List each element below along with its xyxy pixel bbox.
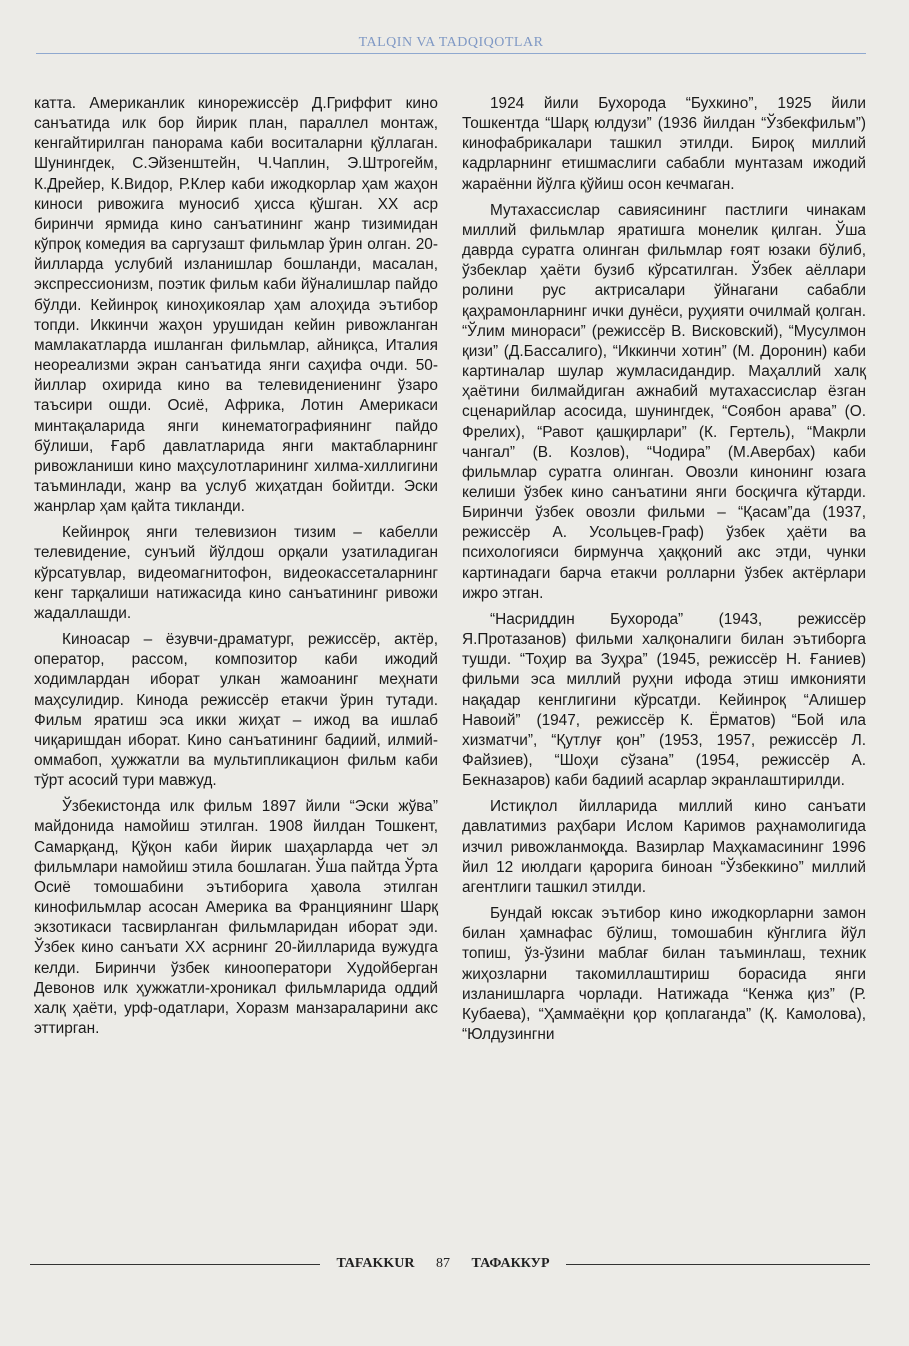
paragraph: “Насриддин Бухорода” (1943, режиссёр Я.Протазанов) фильми халқоналиги билан эътиборга тушди. “Тоҳир ва Зуҳра” (1945, режиссёр Н. Ғаниев) фильми эса миллий руҳни ифода этиш имконияти нақадар кенглигини кўрсатди. Кейинроқ “Алишер Навоий” (1947, режиссёр К. Ёрматов) “Бой ила хизматчи”, “Қутлуғ қон” (1953, 1957, режиссёр Л. Файзиев), “Шоҳи сўзана” (1954, режиссёр А. Бекназаров) каби бадиий асарлар экранлаштирилди. [462,610,866,790]
footer-rule-left [30,1264,320,1265]
paragraph: катта. Американлик кинорежиссёр Д.Гриффит кино санъатида илк бор йирик план, параллел монтаж, кенгайтирилган панорама каби воситаларни қўллаган. Шунингдек, С.Эйзенштейн, Ч.Чаплин, Э.Штрогейм, К.Дрейер, К.Видор, Р.Клер каби ижодкорлар ҳам жаҳон киноси ривожига муносиб ҳисса қўшган. ХХ аср биринчи ярмида кино санъатининг жанр тизимидан кўпроқ комедия ва саргузашт фильмлар ўрин олган. 20-йилларда услубий изланишлар бошланди, масалан, экспрессионизм, поэтик фильм каби йўналишлар пайдо бўлди. Кейинроқ киноҳикоялар ҳам алоҳида эътибор топди. Иккинчи жаҳон урушидан кейин ривожланган мамлакатларда ишланган фильмлар, айниқса, Италия неореализми экран санъатида янги саҳифа очди. 50-йиллар охирида кино ва телевидениенинг ўзаро таъсири ошди. Осиё, Африка, Лотин Америкаси минтақаларида янги кинематографиянинг пайдо бўлиши, Ғарб давлатларида янги мактабларнинг ривожланиши кино маҳсулотларининг хилма-хиллигини таъминлади, жанр ва услуб жиҳатдан бойитди. Эски жанрлар ҳам қайта тикланди. [34,95,438,516]
left-column [34,94,438,1045]
paragraph: Бундай юксак эътибор кино ижодкорларни замон билан ҳамнафас бўлиш, томошабин кўнглига йўл топиш, ўз-ўзини маблағ билан таъминлаш, техник жиҳозларни такомиллаштириш борасида янги изланишларга чорлади. Натижада “Кенжа қиз” (Р. Кубаева), “Ҳаммаёқни қор қоплаганда” (Қ. Камолова), “Юлдузингни [462,905,866,1044]
footer-rule-right [566,1264,870,1265]
footer-magazine-cyrillic: ТАФАККУР [471,1256,550,1271]
paragraph: Мутахассислар савиясининг пастлиги чинакам миллий фильмлар яратишга монелик қилган. Ўша даврда суратга олинган фильмлар ғоят юзаки бўлиб, ўзбеклар ҳаёти бузиб кўрсатилган. Ўзбек аёллари ролини рус актрисалари ўйнагани сабабли қаҳрамонларнинг ички дунёси, руҳияти очилмай қолган. “Ўлим минораси” (режиссёр В. Висковский), “Мусулмон қизи” (Д.Бассалиго), “Иккинчи хотин” (М. Доронин) каби картиналар шулар жумласидандир. Маҳаллий халқ ҳаётини билмайдиган ажнабий мутахассислар ёзган сценарийлар асосида, шунингдек, “Соябон арава” (О. Фрелих), “Равот қашқирлари” (К. Гертель), “Макрли чангал” (В. Козлов), “Чодира” (М.Авербах) каби фильмлар суратга олинган. Овозли кинонинг юзага келиши ўзбек кино санъатини янги босқичга кўтарди. Биринчи ўзбек овозли фильми – “Қасам”да (1937, режиссёр А. Усольцев-Граф) ўзбек ҳаёти ва психологияси бирмунча ҳаққоний акс этди, чунки картинадаги барча етакчи ролларни ўзбек актёрлари ижро этган. [462,201,866,602]
header-rule [36,53,866,54]
right-column [462,94,866,1051]
paragraph: Ўзбекистонда илк фильм 1897 йили “Эски жўва” майдонида намойиш этилган. 1908 йилдан Тошкент, Самарқанд, Қўқон каби йирик шаҳарларда чет эл фильмлари намойиш этила бошлаган. Ўша пайтда Ўрта Осиё томошабини эътиборига ҳавола этилган кинофильмлар асосан Америка ва Франциянинг Шарқ экзотикаси тасвирланган фильмларидан иборат эди. Ўзбек кино санъати ХХ асрнинг 20-йилларида вужудга келди. Биринчи ўзбек кинооператори Худойберган Девонов илк ҳужжатли-хроникал фильмларида оддий халқ ҳаёти, урф-одатлари, Хоразм манзараларини акс эттирган. [34,798,438,1038]
paragraph: Киноасар – ёзувчи-драматург, режиссёр, актёр, оператор, рассом, композитор каби ижодий ходимлардан иборат улкан жамоанинг меҳнати маҳсулидир. Кинода режиссёр етакчи ўрин тутади. Фильм яратиш эса икки жиҳат – ижод ва ишлаб чиқаришдан иборат. Кино санъатининг бадиий, илмий-оммабоп, ҳужжатли ва мультипликацион фильм каби тўрт асосий тури мавжуд. [34,631,438,790]
paragraph: Истиқлол йилларида миллий кино санъати давлатимиз раҳбари Ислом Каримов раҳнамолигида изчил ривожланмоқда. Вазирлар Маҳкамасининг 1996 йил 12 июлдаги қарорига биноан “Ўзбеккино” миллий агентлиги ташкил этилди. [462,798,866,896]
page-number: 87 [436,1256,451,1271]
footer-text [320,1253,566,1275]
page-footer [30,1253,870,1277]
footer-magazine-latin: TAFAKKUR [336,1256,415,1271]
paragraph: 1924 йили Бухорода “Бухкино”, 1925 йили Тошкентда “Шарқ юлдузи” (1936 йилдан “Ўзбекфильм”) кинофабрикалари ташкил этилди. Бироқ миллий кадрларнинг етишмаслиги сабабли мунтазам ижодий жараённи йўлга қўйиш осон кечмаган. [462,95,866,193]
running-header [36,34,866,54]
running-header-title: TALQIN VA TADQIQOTLAR [358,35,544,50]
paragraph: Кейинроқ янги телевизион тизим – кабелли телевидение, сунъий йўлдош орқали узатиладиган кўрсатувлар, видеомагнитофон, видеокассеталарнинг кенг тарқалиши натижасида кино санъатининг ривожи жадаллашди. [34,524,438,622]
